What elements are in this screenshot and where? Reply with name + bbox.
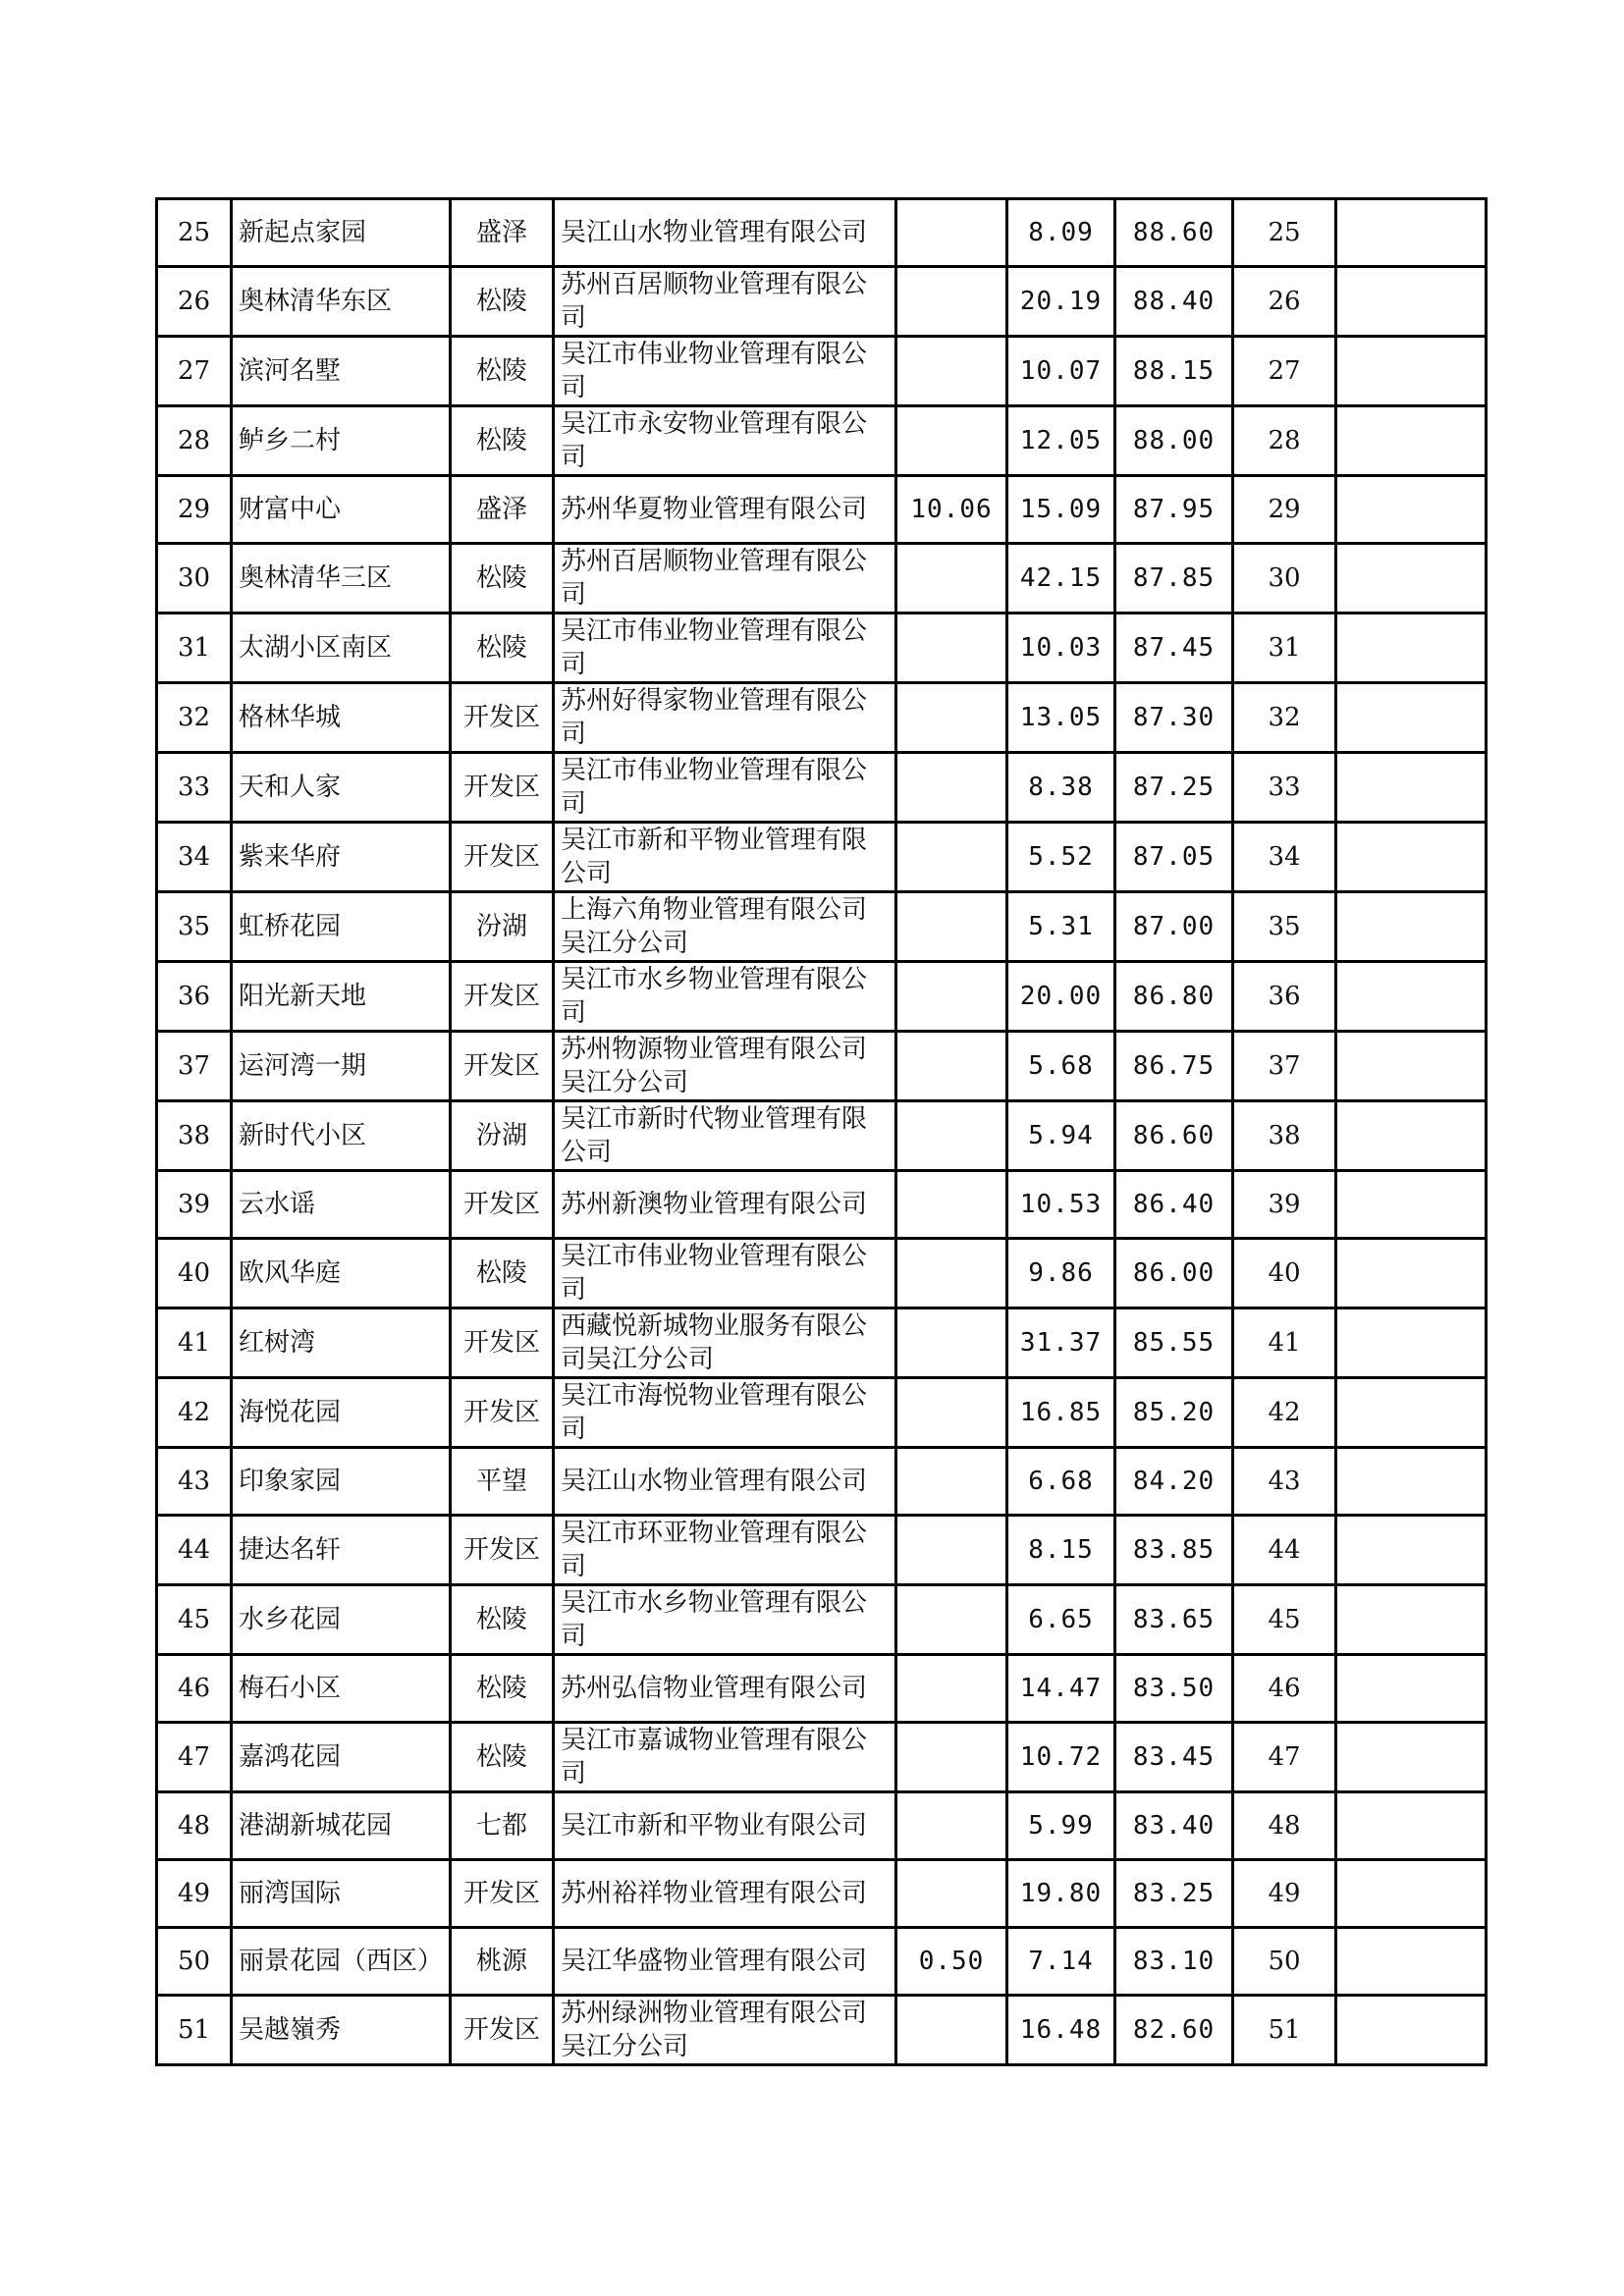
ranking-table	[155, 197, 1488, 2066]
area: 松陵	[451, 1655, 554, 1723]
property-company: 上海六角物业管理有限公司吴江分公司	[554, 892, 896, 962]
rank: 48	[1233, 1792, 1336, 1860]
remark	[1336, 614, 1487, 683]
score: 85.20	[1115, 1378, 1233, 1448]
score: 88.00	[1115, 406, 1233, 476]
property-company: 吴江市伟业物业管理有限公司	[554, 753, 896, 823]
rank: 34	[1233, 823, 1336, 892]
property-company: 苏州物源物业管理有限公司吴江分公司	[554, 1032, 896, 1101]
row-index: 51	[157, 1996, 232, 2065]
table-row	[157, 683, 1487, 753]
rank: 39	[1233, 1171, 1336, 1239]
table-row	[157, 406, 1487, 476]
community-name: 欧风华庭	[232, 1239, 451, 1308]
rank: 26	[1233, 267, 1336, 337]
rank: 25	[1233, 199, 1336, 267]
property-company: 吴江市水乡物业管理有限公司	[554, 962, 896, 1032]
score: 84.20	[1115, 1448, 1233, 1516]
area: 桃源	[451, 1928, 554, 1996]
property-company: 苏州华夏物业管理有限公司	[554, 476, 896, 544]
community-name: 奥林清华三区	[232, 544, 451, 614]
area: 松陵	[451, 1723, 554, 1792]
property-company: 吴江山水物业管理有限公司	[554, 199, 896, 267]
value-col6: 7.14	[1007, 1928, 1115, 1996]
remark	[1336, 1723, 1487, 1792]
row-index: 48	[157, 1792, 232, 1860]
value-col6: 5.52	[1007, 823, 1115, 892]
value-col5	[896, 267, 1007, 337]
value-col6: 16.85	[1007, 1378, 1115, 1448]
community-name: 吴越嶺秀	[232, 1996, 451, 2065]
row-index: 42	[157, 1378, 232, 1448]
property-company: 苏州好得家物业管理有限公司	[554, 683, 896, 753]
value-col6: 5.99	[1007, 1792, 1115, 1860]
community-name: 印象家园	[232, 1448, 451, 1516]
value-col5: 10.06	[896, 476, 1007, 544]
score: 86.40	[1115, 1171, 1233, 1239]
table-row	[157, 1585, 1487, 1655]
community-name: 虹桥花园	[232, 892, 451, 962]
area: 松陵	[451, 544, 554, 614]
score: 82.60	[1115, 1996, 1233, 2065]
table-row	[157, 1655, 1487, 1723]
property-company: 苏州百居顺物业管理有限公司	[554, 544, 896, 614]
rank: 31	[1233, 614, 1336, 683]
area: 汾湖	[451, 892, 554, 962]
value-col5	[896, 1723, 1007, 1792]
score: 87.85	[1115, 544, 1233, 614]
remark	[1336, 337, 1487, 406]
table-row	[157, 1516, 1487, 1585]
row-index: 30	[157, 544, 232, 614]
row-index: 28	[157, 406, 232, 476]
community-name: 天和人家	[232, 753, 451, 823]
area: 开发区	[451, 1171, 554, 1239]
value-col5	[896, 823, 1007, 892]
table-row	[157, 1792, 1487, 1860]
area: 开发区	[451, 683, 554, 753]
value-col6: 5.68	[1007, 1032, 1115, 1101]
score: 87.00	[1115, 892, 1233, 962]
property-company: 吴江市海悦物业管理有限公司	[554, 1378, 896, 1448]
value-col5	[896, 1516, 1007, 1585]
row-index: 35	[157, 892, 232, 962]
remark	[1336, 1792, 1487, 1860]
area: 盛泽	[451, 476, 554, 544]
table-row	[157, 267, 1487, 337]
rank: 35	[1233, 892, 1336, 962]
row-index: 32	[157, 683, 232, 753]
value-col6: 5.31	[1007, 892, 1115, 962]
row-index: 44	[157, 1516, 232, 1585]
community-name: 新起点家园	[232, 199, 451, 267]
rank: 40	[1233, 1239, 1336, 1308]
value-col5	[896, 614, 1007, 683]
community-name: 海悦花园	[232, 1378, 451, 1448]
community-name: 捷达名轩	[232, 1516, 451, 1585]
remark	[1336, 1448, 1487, 1516]
area: 松陵	[451, 406, 554, 476]
remark	[1336, 962, 1487, 1032]
value-col5	[896, 892, 1007, 962]
community-name: 紫来华府	[232, 823, 451, 892]
area: 松陵	[451, 614, 554, 683]
value-col5	[896, 406, 1007, 476]
community-name: 奥林清华东区	[232, 267, 451, 337]
property-company: 苏州弘信物业管理有限公司	[554, 1655, 896, 1723]
value-col5	[896, 753, 1007, 823]
score: 83.40	[1115, 1792, 1233, 1860]
community-name: 鲈乡二村	[232, 406, 451, 476]
rank: 43	[1233, 1448, 1336, 1516]
row-index: 25	[157, 199, 232, 267]
row-index: 33	[157, 753, 232, 823]
value-col6: 8.38	[1007, 753, 1115, 823]
row-index: 36	[157, 962, 232, 1032]
rank: 47	[1233, 1723, 1336, 1792]
table-row	[157, 1723, 1487, 1792]
rank: 41	[1233, 1308, 1336, 1378]
rank: 45	[1233, 1585, 1336, 1655]
value-col6: 13.05	[1007, 683, 1115, 753]
score: 87.95	[1115, 476, 1233, 544]
property-company: 吴江山水物业管理有限公司	[554, 1448, 896, 1516]
community-name: 云水谣	[232, 1171, 451, 1239]
remark	[1336, 1585, 1487, 1655]
rank: 28	[1233, 406, 1336, 476]
area: 松陵	[451, 1239, 554, 1308]
row-index: 50	[157, 1928, 232, 1996]
property-company: 吴江市环亚物业管理有限公司	[554, 1516, 896, 1585]
value-col6: 20.00	[1007, 962, 1115, 1032]
row-index: 39	[157, 1171, 232, 1239]
table-row	[157, 1101, 1487, 1171]
rank: 36	[1233, 962, 1336, 1032]
community-name: 丽景花园（西区）	[232, 1928, 451, 1996]
value-col5	[896, 1655, 1007, 1723]
table-row	[157, 1378, 1487, 1448]
rank: 51	[1233, 1996, 1336, 2065]
value-col5	[896, 962, 1007, 1032]
table-row	[157, 1996, 1487, 2065]
property-company: 吴江华盛物业管理有限公司	[554, 1928, 896, 1996]
value-col5	[896, 1585, 1007, 1655]
property-company: 苏州百居顺物业管理有限公司	[554, 267, 896, 337]
community-name: 滨河名墅	[232, 337, 451, 406]
remark	[1336, 1996, 1487, 2065]
remark	[1336, 267, 1487, 337]
table-row	[157, 1239, 1487, 1308]
value-col5	[896, 1032, 1007, 1101]
property-company: 吴江市新和平物业有限公司	[554, 1792, 896, 1860]
area: 开发区	[451, 753, 554, 823]
property-company: 吴江市新和平物业管理有限公司	[554, 823, 896, 892]
value-col6: 10.07	[1007, 337, 1115, 406]
value-col6: 6.65	[1007, 1585, 1115, 1655]
area: 开发区	[451, 1032, 554, 1101]
value-col5	[896, 1378, 1007, 1448]
area: 开发区	[451, 962, 554, 1032]
remark	[1336, 892, 1487, 962]
community-name: 格林华城	[232, 683, 451, 753]
area: 开发区	[451, 1996, 554, 2065]
community-name: 梅石小区	[232, 1655, 451, 1723]
score: 86.00	[1115, 1239, 1233, 1308]
score: 86.60	[1115, 1101, 1233, 1171]
value-col5	[896, 544, 1007, 614]
row-index: 49	[157, 1860, 232, 1928]
table-row	[157, 753, 1487, 823]
row-index: 41	[157, 1308, 232, 1378]
score: 83.25	[1115, 1860, 1233, 1928]
community-name: 太湖小区南区	[232, 614, 451, 683]
remark	[1336, 1308, 1487, 1378]
value-col6: 19.80	[1007, 1860, 1115, 1928]
property-company: 苏州裕祥物业管理有限公司	[554, 1860, 896, 1928]
rank: 37	[1233, 1032, 1336, 1101]
area: 松陵	[451, 1585, 554, 1655]
value-col5	[896, 1101, 1007, 1171]
score: 88.40	[1115, 267, 1233, 337]
value-col6: 20.19	[1007, 267, 1115, 337]
table-row	[157, 1448, 1487, 1516]
row-index: 46	[157, 1655, 232, 1723]
area: 平望	[451, 1448, 554, 1516]
table-row	[157, 962, 1487, 1032]
table-body	[157, 199, 1487, 2065]
rank: 49	[1233, 1860, 1336, 1928]
area: 开发区	[451, 1516, 554, 1585]
score: 88.60	[1115, 199, 1233, 267]
table-row	[157, 1860, 1487, 1928]
area: 七都	[451, 1792, 554, 1860]
value-col5	[896, 1239, 1007, 1308]
community-name: 财富中心	[232, 476, 451, 544]
area: 汾湖	[451, 1101, 554, 1171]
area: 开发区	[451, 1860, 554, 1928]
row-index: 27	[157, 337, 232, 406]
remark	[1336, 1655, 1487, 1723]
row-index: 26	[157, 267, 232, 337]
table-row	[157, 476, 1487, 544]
rank: 44	[1233, 1516, 1336, 1585]
property-company: 吴江市水乡物业管理有限公司	[554, 1585, 896, 1655]
property-company: 吴江市永安物业管理有限公司	[554, 406, 896, 476]
value-col6: 15.09	[1007, 476, 1115, 544]
value-col6: 42.15	[1007, 544, 1115, 614]
value-col5: 0.50	[896, 1928, 1007, 1996]
row-index: 45	[157, 1585, 232, 1655]
table-row	[157, 892, 1487, 962]
property-company: 吴江市伟业物业管理有限公司	[554, 337, 896, 406]
value-col6: 9.86	[1007, 1239, 1115, 1308]
remark	[1336, 823, 1487, 892]
rank: 38	[1233, 1101, 1336, 1171]
remark	[1336, 1032, 1487, 1101]
remark	[1336, 1378, 1487, 1448]
value-col6: 5.94	[1007, 1101, 1115, 1171]
score: 88.15	[1115, 337, 1233, 406]
table-row	[157, 337, 1487, 406]
remark	[1336, 544, 1487, 614]
score: 87.45	[1115, 614, 1233, 683]
row-index: 31	[157, 614, 232, 683]
value-col6: 10.03	[1007, 614, 1115, 683]
table-row	[157, 1032, 1487, 1101]
row-index: 40	[157, 1239, 232, 1308]
community-name: 水乡花园	[232, 1585, 451, 1655]
row-index: 34	[157, 823, 232, 892]
rank: 30	[1233, 544, 1336, 614]
value-col6: 8.09	[1007, 199, 1115, 267]
table-row	[157, 1171, 1487, 1239]
area: 开发区	[451, 1308, 554, 1378]
community-name: 新时代小区	[232, 1101, 451, 1171]
remark	[1336, 753, 1487, 823]
score: 85.55	[1115, 1308, 1233, 1378]
area: 松陵	[451, 337, 554, 406]
value-col5	[896, 1448, 1007, 1516]
table-row	[157, 1308, 1487, 1378]
area: 松陵	[451, 267, 554, 337]
score: 83.65	[1115, 1585, 1233, 1655]
table-row	[157, 1928, 1487, 1996]
value-col6: 16.48	[1007, 1996, 1115, 2065]
score: 86.75	[1115, 1032, 1233, 1101]
rank: 27	[1233, 337, 1336, 406]
value-col6: 14.47	[1007, 1655, 1115, 1723]
score: 83.45	[1115, 1723, 1233, 1792]
table-row	[157, 544, 1487, 614]
value-col6: 6.68	[1007, 1448, 1115, 1516]
table-row	[157, 823, 1487, 892]
row-index: 37	[157, 1032, 232, 1101]
value-col5	[896, 199, 1007, 267]
remark	[1336, 683, 1487, 753]
row-index: 47	[157, 1723, 232, 1792]
score: 83.85	[1115, 1516, 1233, 1585]
remark	[1336, 1516, 1487, 1585]
table-row	[157, 614, 1487, 683]
rank: 42	[1233, 1378, 1336, 1448]
area: 开发区	[451, 1378, 554, 1448]
rank: 46	[1233, 1655, 1336, 1723]
value-col6: 31.37	[1007, 1308, 1115, 1378]
community-name: 港湖新城花园	[232, 1792, 451, 1860]
remark	[1336, 1239, 1487, 1308]
value-col6: 10.53	[1007, 1171, 1115, 1239]
property-company: 西藏悦新城物业服务有限公司吴江分公司	[554, 1308, 896, 1378]
score: 83.50	[1115, 1655, 1233, 1723]
community-name: 阳光新天地	[232, 962, 451, 1032]
value-col5	[896, 1171, 1007, 1239]
value-col6: 10.72	[1007, 1723, 1115, 1792]
value-col5	[896, 1308, 1007, 1378]
property-company: 苏州绿洲物业管理有限公司吴江分公司	[554, 1996, 896, 2065]
row-index: 43	[157, 1448, 232, 1516]
area: 开发区	[451, 823, 554, 892]
remark	[1336, 476, 1487, 544]
community-name: 运河湾一期	[232, 1032, 451, 1101]
row-index: 29	[157, 476, 232, 544]
score: 87.05	[1115, 823, 1233, 892]
table-row	[157, 199, 1487, 267]
community-name: 红树湾	[232, 1308, 451, 1378]
value-col5	[896, 337, 1007, 406]
remark	[1336, 406, 1487, 476]
rank: 32	[1233, 683, 1336, 753]
score: 87.30	[1115, 683, 1233, 753]
rank: 50	[1233, 1928, 1336, 1996]
remark	[1336, 1860, 1487, 1928]
remark	[1336, 199, 1487, 267]
rank: 29	[1233, 476, 1336, 544]
row-index: 38	[157, 1101, 232, 1171]
community-name: 丽湾国际	[232, 1860, 451, 1928]
rank: 33	[1233, 753, 1336, 823]
remark	[1336, 1928, 1487, 1996]
value-col5	[896, 683, 1007, 753]
score: 87.25	[1115, 753, 1233, 823]
score: 86.80	[1115, 962, 1233, 1032]
score: 83.10	[1115, 1928, 1233, 1996]
property-company: 吴江市嘉诚物业管理有限公司	[554, 1723, 896, 1792]
value-col6: 12.05	[1007, 406, 1115, 476]
property-company: 苏州新澳物业管理有限公司	[554, 1171, 896, 1239]
value-col6: 8.15	[1007, 1516, 1115, 1585]
property-company: 吴江市新时代物业管理有限公司	[554, 1101, 896, 1171]
property-company: 吴江市伟业物业管理有限公司	[554, 1239, 896, 1308]
value-col5	[896, 1860, 1007, 1928]
value-col5	[896, 1996, 1007, 2065]
remark	[1336, 1171, 1487, 1239]
area: 盛泽	[451, 199, 554, 267]
value-col5	[896, 1792, 1007, 1860]
remark	[1336, 1101, 1487, 1171]
community-name: 嘉鸿花园	[232, 1723, 451, 1792]
property-company: 吴江市伟业物业管理有限公司	[554, 614, 896, 683]
